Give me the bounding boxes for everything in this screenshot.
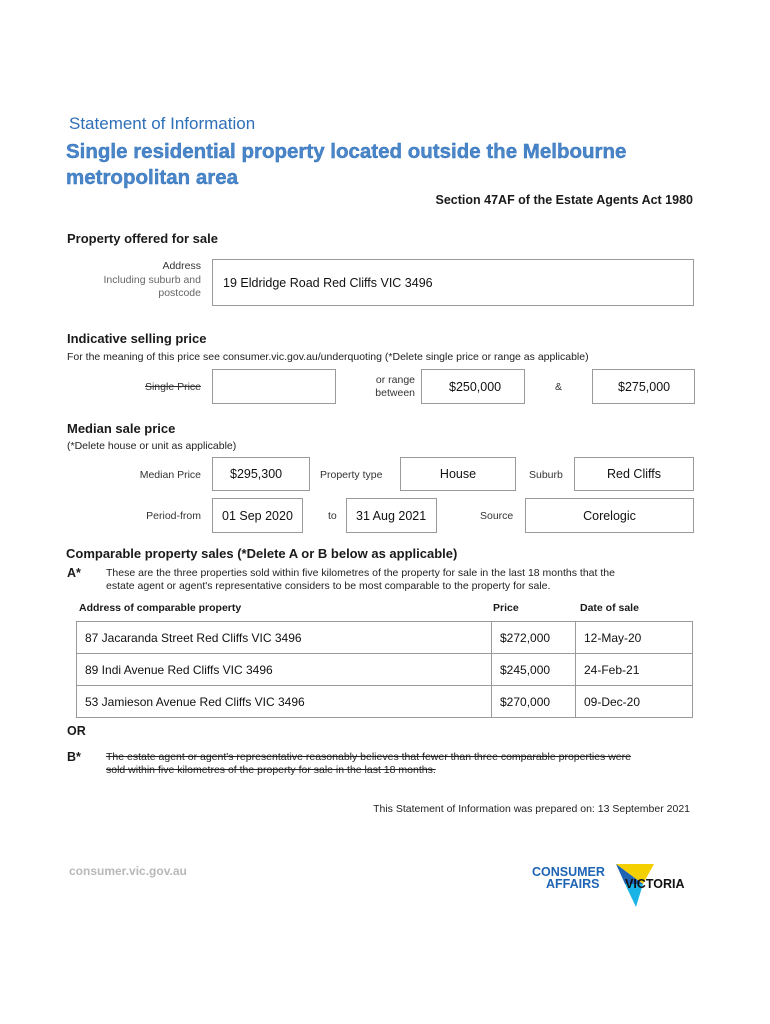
and-label: & (555, 381, 563, 393)
or-label: OR (67, 724, 86, 738)
option-a-text-line1: These are the three properties sold within five kilometres of the property for sale in the last 18 months that the (106, 567, 615, 579)
median-section-title: Median sale price (67, 421, 176, 436)
range-label (340, 374, 415, 400)
address-label-line1: Address (162, 260, 201, 272)
suburb-value: Red Cliffs (607, 467, 661, 481)
median-price-label: Median Price (139, 469, 201, 481)
option-a-marker: A* (67, 566, 81, 580)
option-b-text (106, 751, 631, 777)
comparable-price[interactable]: $245,000 (492, 654, 576, 686)
comparable-date[interactable]: 12-May-20 (576, 622, 693, 654)
option-b-text-line1: The estate agent or agent's representative reasonably believes that fewer than three comparable properties were (106, 751, 631, 763)
address-value: 19 Eldridge Road Red Cliffs VIC 3496 (223, 275, 433, 290)
range-label-line2: between (375, 387, 415, 399)
median-price-field[interactable] (212, 457, 310, 491)
col-header-price: Price (493, 602, 519, 614)
range-label-line1: or range (375, 374, 415, 386)
table-row (77, 686, 693, 718)
logo-text-victoria: VICTORIA (625, 877, 685, 891)
comparable-address[interactable]: 87 Jacaranda Street Red Cliffs VIC 3496 (77, 622, 492, 654)
period-to-field[interactable] (346, 498, 437, 533)
source-label: Source (480, 510, 514, 522)
website-link[interactable]: consumer.vic.gov.au (69, 864, 187, 878)
comparable-price[interactable]: $272,000 (492, 622, 576, 654)
period-from-value: 01 Sep 2020 (222, 508, 293, 523)
property-type-value: House (439, 467, 477, 481)
comparable-date[interactable]: 24-Feb-21 (576, 654, 693, 686)
col-header-date: Date of sale (580, 602, 639, 614)
option-a-text (106, 567, 615, 593)
single-price-label: Single Price (144, 381, 201, 393)
median-price-value: $295,300 (230, 467, 283, 481)
period-from-label: Period-from (146, 510, 201, 522)
logo-text-affairs: AFFAIRS (546, 877, 600, 891)
range-high-value: $275,000 (618, 379, 671, 394)
source-value: Corelogic (583, 508, 636, 523)
table-row (77, 622, 693, 654)
comparable-price[interactable]: $270,000 (492, 686, 576, 718)
consumer-affairs-logo (530, 862, 700, 910)
address-label-line2: Including suburb and (103, 273, 201, 286)
property-type-label: Property type (320, 469, 383, 481)
col-header-address: Address of comparable property (79, 602, 242, 614)
option-a-text-line2: estate agent or agent's representative considers to be most comparable to the property for sale. (106, 580, 551, 592)
range-low-value: $250,000 (449, 379, 502, 394)
property-section-title: Property offered for sale (67, 231, 218, 246)
logo-text-consumer: CONSUMER (532, 865, 605, 879)
indicative-note: For the meaning of this price see consumer.vic.gov.au/underquoting (*Delete single price or range as applicable) (67, 351, 589, 363)
source-field[interactable] (525, 498, 694, 533)
property-type-field[interactable] (400, 457, 516, 491)
option-b-text-line2: sold within five kilometres of the property for sale in the last 18 months. (106, 764, 436, 776)
page-heading-line2: metropolitan area (66, 166, 239, 189)
address-label-line3: postcode (158, 287, 201, 299)
range-low-field[interactable] (421, 369, 525, 404)
option-b-marker: B* (67, 750, 81, 764)
page-heading-line1: Single residential property located outside the Melbourne (66, 140, 627, 163)
doc-title: Statement of Information (69, 114, 256, 133)
median-note: (*Delete house or unit as applicable) (67, 440, 237, 452)
to-label: to (328, 510, 337, 522)
comparable-address[interactable]: 53 Jamieson Avenue Red Cliffs VIC 3496 (77, 686, 492, 718)
range-high-field[interactable] (592, 369, 695, 404)
address-label (60, 260, 201, 301)
period-from-field[interactable] (212, 498, 303, 533)
indicative-section-title: Indicative selling price (67, 331, 207, 346)
comparable-sales-table (76, 621, 693, 718)
period-to-value: 31 Aug 2021 (356, 508, 427, 523)
prepared-on: This Statement of Information was prepared on: 13 September 2021 (373, 803, 690, 815)
suburb-field[interactable] (574, 457, 694, 491)
comparable-date[interactable]: 09-Dec-20 (576, 686, 693, 718)
address-field[interactable] (212, 259, 694, 306)
table-row (77, 654, 693, 686)
comparable-section-title: Comparable property sales (*Delete A or B below as applicable) (66, 546, 458, 561)
single-price-field[interactable] (212, 369, 336, 404)
act-reference: Section 47AF of the Estate Agents Act 1980 (435, 193, 693, 207)
suburb-label: Suburb (529, 469, 563, 481)
comparable-address[interactable]: 89 Indi Avenue Red Cliffs VIC 3496 (77, 654, 492, 686)
